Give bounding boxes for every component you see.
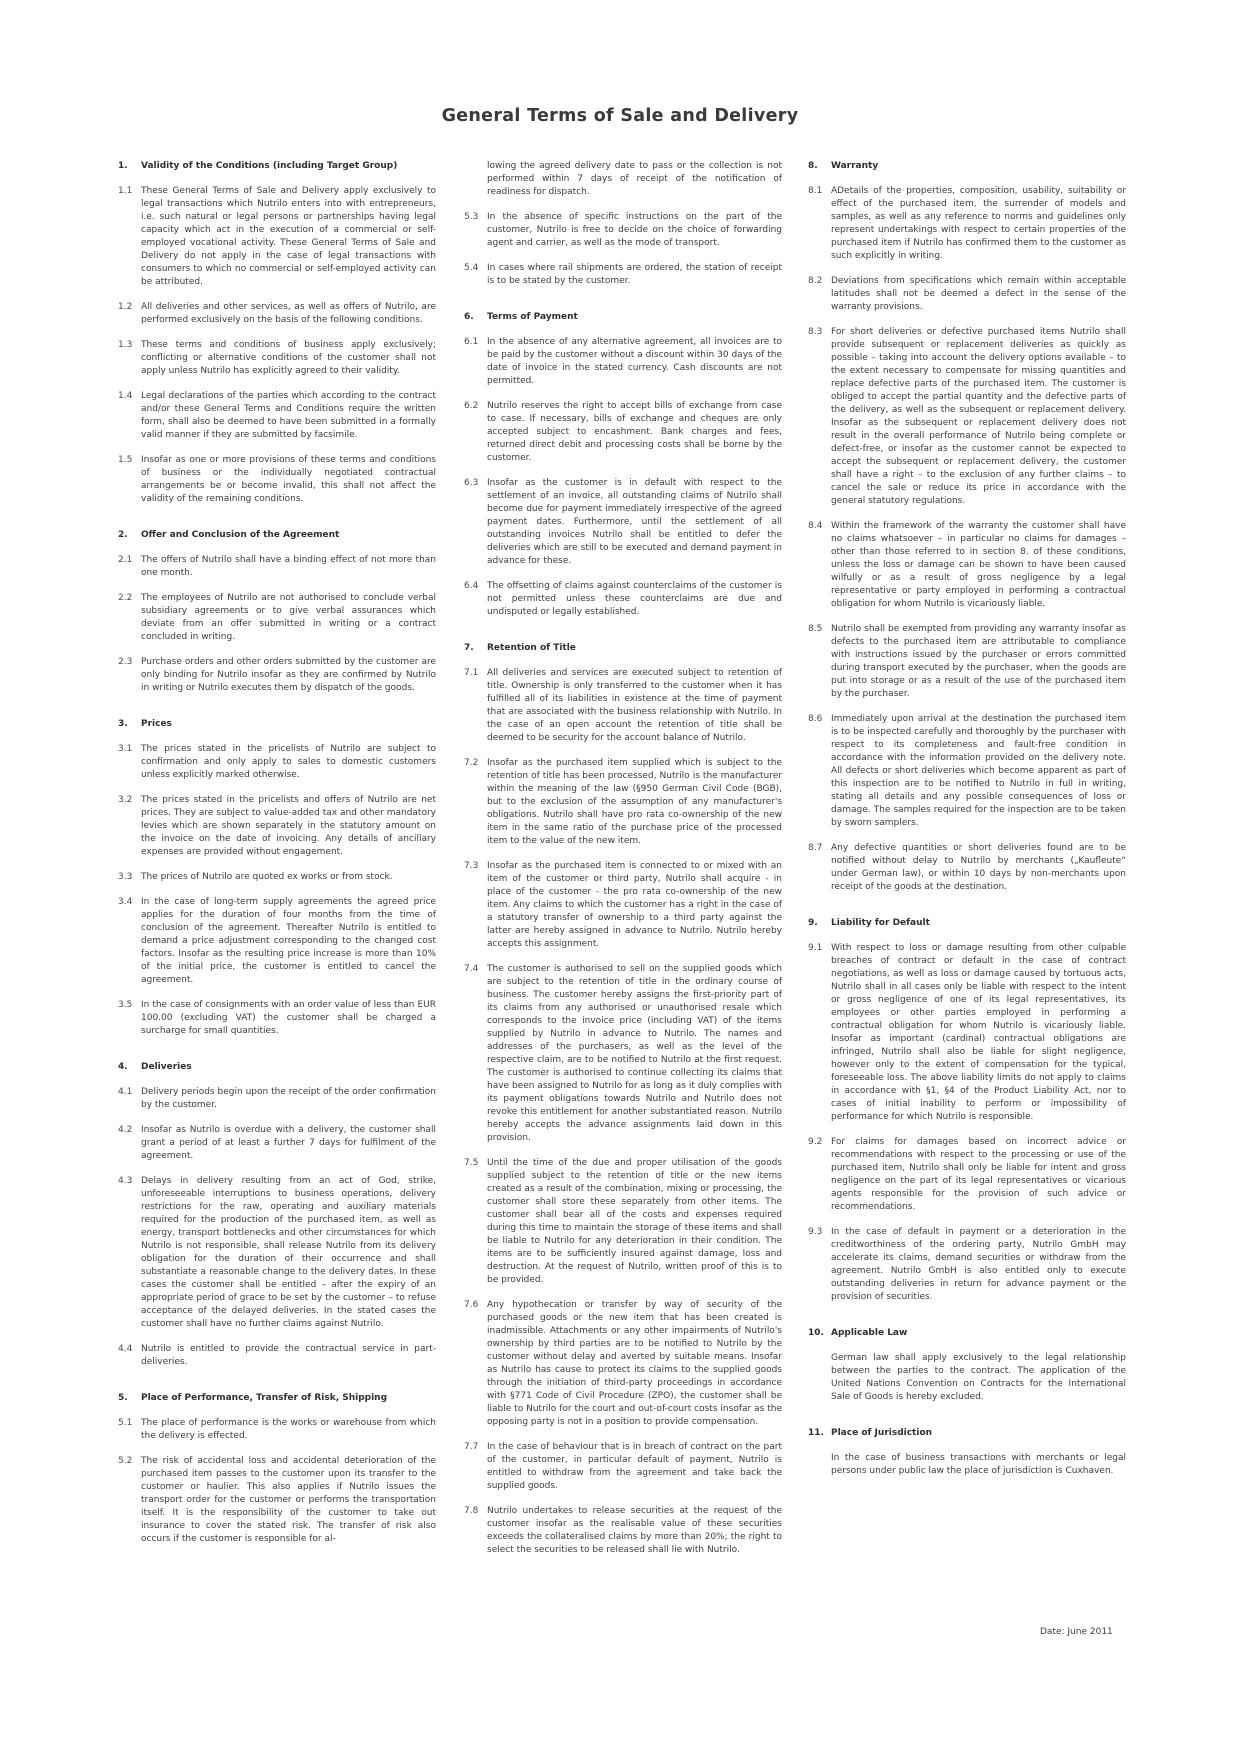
clause-number: 7.1: [464, 668, 479, 678]
column-3: [808, 160, 1126, 1490]
section-number: 10.: [808, 1328, 824, 1338]
clause-number: 9.2: [808, 1137, 823, 1147]
section-heading: [118, 1392, 436, 1405]
section-number: 6.: [464, 312, 474, 322]
clause-text: In the case of consignments with an order value of less than EUR 100.00 (excluding VAT) the customer shall be charged a surcharge for small quantities.: [141, 1000, 436, 1036]
clause-number: 9.1: [808, 943, 823, 953]
section-title: Place of Jurisdiction: [831, 1428, 933, 1438]
clause-number: 3.5: [118, 1000, 133, 1010]
clause-text: The offers of Nutrilo shall have a binding effect of not more than one month.: [141, 555, 436, 578]
clause-text: The prices stated in the pricelists of Nutrilo are subject to confirmation and only apply to sales to domestic customers unless explicitly marked otherwise.: [141, 744, 436, 780]
clause-number: 8.3: [808, 327, 823, 337]
section-spacer: [808, 1316, 1126, 1327]
clause-text: Nutrilo undertakes to release securities at the request of the customer insofar as the realisable value of these securities exceeds the collateralised claims by more than 20%; the right to select the securities to be released shall lie with Nutrilo.: [487, 1506, 782, 1555]
section-number: 7.: [464, 643, 474, 653]
clause-number: 2.2: [118, 593, 133, 603]
clause-text: ADetails of the properties, composition, usability, suitability or effect of the purchased item, the surrender of models and samples, as well as any reference to norms and guidelines only represent undertakings with respect to certain properties of the purchased item if Nutrilo has confirmed them to the customer as such explicitly in writing.: [831, 186, 1126, 261]
section-number: 4.: [118, 1062, 128, 1072]
clause-number: 7.5: [464, 1158, 479, 1168]
clause: [118, 554, 436, 580]
clause-number: 5.3: [464, 212, 479, 222]
clause-number: 2.1: [118, 555, 133, 565]
clause: [118, 1124, 436, 1163]
clause-text: The prices of Nutrilo are quoted ex works or from stock.: [141, 872, 393, 882]
page-title: General Terms of Sale and Delivery: [441, 106, 799, 126]
clause-number: 3.2: [118, 795, 133, 805]
clause: [808, 942, 1126, 1124]
clause: [464, 580, 782, 619]
clause: [808, 623, 1126, 701]
clause-number: 3.1: [118, 744, 133, 754]
section-heading: [118, 1061, 436, 1074]
clause-number: 9.3: [808, 1227, 823, 1237]
clause: [464, 1505, 782, 1557]
clause: [118, 743, 436, 782]
section-number: 8.: [808, 161, 818, 171]
clause-text: In the absence of specific instructions on the part of the customer, Nutrilo is free to decide on the choice of forwarding agent and carrier, as well as the mode of transport.: [487, 212, 782, 248]
section-title: Applicable Law: [831, 1328, 908, 1338]
clause-text: Insofar as the purchased item is connected to or mixed with an item of the customer or third party, Nutrilo shall acquire - in place of the customer - the pro rata co-ownership of the new item. Any claims to which the customer has a right in the case of a statutory transfer of ownership to a third party against the latter are hereby assigned in advance to Nutrilo. Nutrilo hereby accepts this assignment.: [487, 861, 782, 949]
section-number: 11.: [808, 1428, 824, 1438]
clause: [808, 520, 1126, 611]
clause-number: 4.3: [118, 1176, 133, 1186]
clause: [808, 275, 1126, 314]
clause-number: 1.5: [118, 455, 133, 465]
clause: [118, 1343, 436, 1369]
clause-number: 8.2: [808, 276, 823, 286]
clause: [464, 860, 782, 951]
clause-text: In cases where rail shipments are ordered, the station of receipt is to be stated by the customer.: [487, 263, 782, 286]
clause-number: 5.2: [118, 1456, 133, 1466]
clause-text: For claims for damages based on incorrect advice or recommendations with respect to the processing or use of the purchased item, Nutrilo shall only be liable for intent and gross negligence on the part of its legal representatives or vicarious agents responsible for the provision of such advice or recommendations.: [831, 1137, 1126, 1212]
clause-text: All deliveries and other services, as well as offers of Nutrilo, are performed exclusively on the basis of the following conditions.: [141, 302, 436, 325]
document-date: Date: June 2011: [1040, 1627, 1113, 1637]
clause-number: 5.4: [464, 263, 479, 273]
clause: [808, 1452, 1126, 1478]
clause: [464, 1441, 782, 1493]
clause-number: 7.8: [464, 1506, 479, 1516]
clause-number: 4.4: [118, 1344, 133, 1354]
section-number: 5.: [118, 1393, 128, 1403]
section-spacer: [118, 1381, 436, 1392]
clause-number: [808, 1352, 831, 1404]
section-heading: [808, 917, 1126, 930]
column-2: [464, 160, 782, 1569]
section-spacer: [118, 518, 436, 529]
clause: [118, 339, 436, 378]
section-title: Prices: [141, 719, 172, 729]
clause-number: 7.2: [464, 758, 479, 768]
clause: [808, 1352, 1126, 1404]
clause: [118, 1455, 436, 1546]
clause-number: 6.2: [464, 401, 479, 411]
clause-text: The employees of Nutrilo are not authorised to conclude verbal subsidiary agreements or to give verbal assurances which deviate from an offer submitted in writing or a contract concluded in writing.: [141, 593, 436, 642]
clause: [118, 1086, 436, 1112]
section-heading: [808, 160, 1126, 173]
section-title: Retention of Title: [487, 643, 576, 653]
clause-text: The prices stated in the pricelists and offers of Nutrilo are net prices. They are subject to value-added tax and other mandatory levies which are shown separately in the statutory amount on the invoice on the date of invoicing. Any details of ancillary expenses are provided without engagement.: [141, 795, 436, 857]
section-spacer: [808, 1416, 1126, 1427]
clause: [464, 400, 782, 465]
clause-text: Insofar as one or more provisions of these terms and conditions of business or the individually negotiated contractual arrangements be or become invalid, this shall not affect the validity of the remaining conditions.: [141, 455, 436, 504]
section-title: Deliveries: [141, 1062, 192, 1072]
clause: [464, 160, 782, 199]
section-title: Terms of Payment: [487, 312, 578, 322]
clause-text: Any defective quantities or short deliveries found are to be notified without delay to Nutrilo by merchants („Kaufleute“ under German law), or within 10 days by non-merchants upon receipt of the goods at the destination.: [831, 843, 1126, 892]
clause: [118, 185, 436, 289]
section-title: Place of Performance, Transfer of Risk, Shipping: [141, 1393, 388, 1403]
section-spacer: [808, 906, 1126, 917]
clause: [464, 211, 782, 250]
clause: [118, 794, 436, 859]
clause: [118, 454, 436, 506]
clause-text: Nutrilo shall be exempted from providing any warranty insofar as defects to the purchased item are attributable to compliance with instructions issued by the purchaser or errors committed during transport executed by the purchaser, when the goods are put into storage or as a result of the use of the purchased item by the purchaser.: [831, 624, 1126, 699]
clause-text: For short deliveries or defective purchased items Nutrilo shall provide subsequent or replacement deliveries as quickly as possible – taking into account the delivery options available – to the extent necessary to compensate for missing quantities and replace defective parts of the purchased item. The customer is obliged to accept the partial quantity and the defective parts of the delivery, as well as the subsequent or replacement delivery. Insofar as the subsequent or replacement delivery does not result in the overall performance of Nutrilo being complete or defect-free, or insofar as the customer cannot be expected to accept the subsequent or replacement delivery, the customer shall have a right – to the exclusion of any further claims – to cancel the sale or reduce its price in accordance with the general statutory regulations.: [831, 327, 1126, 506]
clause-text: Nutrilo is entitled to provide the contractual service in part-deliveries.: [141, 1344, 436, 1367]
clause-text: Insofar as the purchased item supplied which is subject to the retention of title has been processed, Nutrilo is the manufacturer within the meaning of the law (§950 German Civil Code (BGB), but to the exclusion of the assumption of any manufacturer's obligations. Nutrilo shall have pro rata co-ownership of the new item in the same ratio of the purchase price of the processed item to the value of the new item.: [487, 758, 782, 846]
clause-text: lowing the agreed delivery date to pass or the collection is not performed within 7 days of receipt of the notification of readiness for dispatch.: [487, 161, 782, 197]
clause-text: Nutrilo reserves the right to accept bills of exchange from case to case. If necessary, bills of exchange and cheques are only accepted subject to encashment. Bank charges and fees, returned direct debit and processing costs shall be borne by the customer.: [487, 401, 782, 463]
clause-text: Insofar as Nutrilo is overdue with a delivery, the customer shall grant a period of at least a further 7 days for fulfilment of the agreement.: [141, 1125, 436, 1161]
clause-number: 3.4: [118, 897, 133, 907]
section-heading: [464, 642, 782, 655]
clause-text: With respect to loss or damage resulting from other culpable breaches of contract or default in the case of contract negotiations, as well as loss or damage caused by tortuous acts, Nutrilo shall in all cases only be liable with respect to the intent or gross negligence of one of its legal representatives, its employees or other parties employed in performing a contractual obligation for whom Nutrilo is vicariously liable. Insofar as important (cardinal) contractual obligations are infringed, Nutrilo shall also be liable for slight negligence, however only to the extent of compensation for the typical, foreseeable loss. The above liability limits do not apply to claims in accordance with §1, §4 of the Product Liability Act, nor to cases of initial inability to perform or impossibility of performance for which Nutrilo is responsible.: [831, 943, 1126, 1122]
clause-number: 4.1: [118, 1087, 133, 1097]
section-heading: [118, 718, 436, 731]
clause: [118, 301, 436, 327]
section-title: Liability for Default: [831, 918, 930, 928]
clause: [464, 963, 782, 1145]
clause: [464, 1299, 782, 1429]
clause-text: In the case of behaviour that is in breach of contract on the part of the customer, in particular default of payment, Nutrilo is entitled to withdraw from the agreement and take back the supplied goods.: [487, 1442, 782, 1491]
section-heading: [118, 529, 436, 542]
clause-text: The place of performance is the works or warehouse from which the delivery is effected.: [141, 1418, 436, 1441]
clause-text: In the absence of any alternative agreement, all invoices are to be paid by the customer without a discount within 30 days of the date of invoice in the stated currency. Cash discounts are not permitted.: [487, 337, 782, 386]
clause-number: 1.1: [118, 186, 133, 196]
clause-text: Until the time of the due and proper utilisation of the goods supplied subject to the retention of title or the new items created as a result of the combination, mixing or processing, the customer shall store these separately from other items. The customer shall bear all of the costs and expenses required during this time to maintain the storage of these items and shall be liable to Nutrilo for any deterioration in their condition. The items are to be sufficiently insured against damage, loss and destruction. At the request of Nutrilo, written proof of this is to be provided.: [487, 1158, 782, 1285]
clause: [118, 999, 436, 1038]
section-spacer: [118, 707, 436, 718]
clause-text: Any hypothecation or transfer by way of security of the purchased goods or the new item that has been created is inadmissible. Attachments or any other impairments of Nutrilo's ownership by third parties are to be notified to Nutrilo by the customer without delay and averted by suitable means. Insofar as Nutrilo has cause to protect its claims to the supplied goods through the initiation of third-party proceedings in accordance with §771 Code of Civil Procedure (ZPO), the customer shall be liable to Nutrilo for the court and out-of-court costs insofar as the opposing party is not in a position to provide compensation.: [487, 1300, 782, 1427]
clause-text: Delivery periods begin upon the receipt of the order confirmation by the customer.: [141, 1087, 436, 1110]
clause: [808, 713, 1126, 830]
column-1: [118, 160, 436, 1558]
section-number: 1.: [118, 161, 128, 171]
clause-number: 3.3: [118, 872, 133, 882]
clause-number: 1.2: [118, 302, 133, 312]
clause-text: These General Terms of Sale and Delivery apply exclusively to legal transactions which Nutrilo enters into with entrepreneurs, i.e. such natural or legal persons or partnerships having legal capacity which act in the execution of a commercial or self-employed vocational activity. These General Terms of Sale and Delivery do not apply in the case of legal transactions with consumers to which no commercial or self-employed activity can be attributed.: [141, 186, 436, 287]
clause: [808, 326, 1126, 508]
clause: [464, 336, 782, 388]
clause-number: 6.1: [464, 337, 479, 347]
section-spacer: [118, 1050, 436, 1061]
clause: [118, 1175, 436, 1331]
clause: [808, 185, 1126, 263]
clause-text: In the case of business transactions with merchants or legal persons under public law the place of jurisdiction is Cuxhaven.: [831, 1453, 1126, 1476]
section-title: Offer and Conclusion of the Agreement: [141, 530, 340, 540]
clause-number: 5.1: [118, 1418, 133, 1428]
section-number: 9.: [808, 918, 818, 928]
clause-text: In the case of long-term supply agreements the agreed price applies for the duration of four months from the time of conclusion of the agreement. Thereafter Nutrilo is entitled to demand a price adjustment corresponding to the changed cost factors. Insofar as the resulting price increase is more than 10% of the initial price, the customer is entitled to cancel the agreement.: [141, 897, 436, 985]
clause: [464, 757, 782, 848]
clause-text: Delays in delivery resulting from an act of God, strike, unforeseeable interruptions to business operations, delivery restrictions for the raw, operating and auxiliary materials required for the production of the purchased item, as well as energy, transport bottlenecks and other circumstances for which Nutrilo is not responsible, shall release Nutrilo from its delivery obligation for the duration of their occurrence and shall substantiate a reasonable change to the delivery dates. In these cases the customer shall be entitled – after the expiry of an appropriate period of grace to be set by the customer – to refuse acceptance of the delayed deliveries. In the stated cases the customer shall have no further claims against Nutrilo.: [141, 1176, 436, 1329]
section-heading: [118, 160, 436, 173]
clause-text: The risk of accidental loss and accidental deterioration of the purchased item passes to the customer upon its transfer to the customer or haulier. This also applies if Nutrilo issues the transport order for the customer or performs the transportation itself. It is the responsibility of the customer to take out insurance to cover the stated risk. The transfer of risk also occurs if the customer is responsible for al-: [141, 1456, 436, 1544]
clause-text: Deviations from specifications which remain within acceptable latitudes shall not be deemed a defect in the sense of the warranty provisions.: [831, 276, 1126, 312]
clause: [464, 667, 782, 745]
clause-number: 8.6: [808, 714, 823, 724]
clause-number: 8.4: [808, 521, 823, 531]
clause-text: The customer is authorised to sell on the supplied goods which are subject to the retention of title in the ordinary course of business. The customer hereby assigns the first-priority part of its claims from any authorised or unauthorised resale which corresponds to the invoice price (including VAT) of the items supplied by Nutrilo in advance to Nutrilo. The names and addresses of the purchasers, as well as the level of the respective claim, are to be notified to Nutrilo at the first request. The customer is authorised to continue collecting its claims that have been assigned to Nutrilo for as long as it duly complies with its payment obligations towards Nutrilo and Nutrilo does not revoke this entitlement for another substantiated reason. Nutrilo hereby accepts the advance assignments laid down in this provision.: [487, 964, 782, 1143]
section-heading: [464, 311, 782, 324]
clause-text: Within the framework of the warranty the customer shall have no claims whatsoever – in particular no claims for damages – other than those referred to in section 8. of these conditions, unless the loss or damage can be shown to have been caused wilfully or as a result of gross negligence by a legal representative or party employed in performing a contractual obligation for whom Nutrilo is vicariously liable.: [831, 521, 1126, 609]
clause: [118, 871, 436, 884]
clause-text: Purchase orders and other orders submitted by the customer are only binding for Nutrilo insofar as they are confirmed by Nutrilo in writing or Nutrilo executes them by dispatch of the goods.: [141, 657, 436, 693]
clause-text: These terms and conditions of business apply exclusively; conflicting or alternative conditions of the customer shall not apply unless Nutrilo has explicitly agreed to their validity.: [141, 340, 436, 376]
clause-number: 7.7: [464, 1442, 479, 1452]
clause-number: 4.2: [118, 1125, 133, 1135]
section-number: 2.: [118, 530, 128, 540]
section-heading: [808, 1427, 1126, 1440]
clause: [464, 477, 782, 568]
clause: [464, 262, 782, 288]
clause: [118, 896, 436, 987]
clause-number: 6.4: [464, 581, 479, 591]
clause-number: [808, 1452, 831, 1478]
clause-number: [464, 160, 487, 199]
clause: [118, 390, 436, 442]
clause-number: 7.4: [464, 964, 479, 974]
clause: [118, 1417, 436, 1443]
clause-number: 1.3: [118, 340, 133, 350]
clause-text: All deliveries and services are executed subject to retention of title. Ownership is only transferred to the customer when it has fulfilled all of its liabilities in existence at the time of payment that are associated with the business relationship with Nutrilo. In the case of an open account the retention of title shall be deemed to be security for the account balance of Nutrilo.: [487, 668, 782, 743]
clause-number: 7.3: [464, 861, 479, 871]
clause-text: Insofar as the customer is in default with respect to the settlement of an invoice, all outstanding claims of Nutrilo shall become due for payment immediately irrespective of the agreed payment dates. Furthermore, until the settlement of all outstanding invoices Nutrilo shall be entitled to defer the deliveries which are still to be executed and demand payment in advance for these.: [487, 478, 782, 566]
clause-number: 8.5: [808, 624, 823, 634]
clause: [464, 1157, 782, 1287]
clause: [118, 592, 436, 644]
clause-number: 8.7: [808, 843, 823, 853]
section-heading: [808, 1327, 1126, 1340]
clause: [808, 1136, 1126, 1214]
clause-text: Immediately upon arrival at the destination the purchased item is to be inspected carefully and thoroughly by the purchaser with respect to its completeness and fault-free condition in accordance with the information provided on the delivery note. All defects or short deliveries which become apparent as part of this inspection are to be notified to Nutrilo in full in writing, stating all details and any possible consequences of loss or damage. The samples required for the inspection are to be taken by sworn samplers.: [831, 714, 1126, 828]
clause-text: In the case of default in payment or a deterioration in the creditworthiness of the ordering party, Nutrilo GmbH may accelerate its claims, demand securities or withdraw from the agreement. Nutrilo GmbH is also entitled only to execute outstanding deliveries in return for advance payment or the provision of securities.: [831, 1227, 1126, 1302]
clause-number: 8.1: [808, 186, 823, 196]
clause: [808, 842, 1126, 894]
clause-number: 1.4: [118, 391, 133, 401]
clause-text: Legal declarations of the parties which according to the contract and/or these General Terms and Conditions require the written form, shall also be deemed to have been submitted in a formally valid manner if they are submitted by facsimile.: [141, 391, 436, 440]
clause-text: German law shall apply exclusively to the legal relationship between the parties to the contract. The application of the United Nations Convention on Contracts for the International Sale of Goods is hereby excluded.: [831, 1353, 1126, 1402]
section-spacer: [464, 300, 782, 311]
clause-number: 2.3: [118, 657, 133, 667]
clause: [808, 1226, 1126, 1304]
section-spacer: [464, 631, 782, 642]
section-title: Validity of the Conditions (including Target Group): [141, 161, 398, 171]
section-number: 3.: [118, 719, 128, 729]
clause: [118, 656, 436, 695]
section-title: Warranty: [831, 161, 879, 171]
clause-number: 6.3: [464, 478, 479, 488]
clause-text: The offsetting of claims against counterclaims of the customer is not permitted unless these counterclaims are due and undisputed or legally established.: [487, 581, 782, 617]
clause-number: 7.6: [464, 1300, 479, 1310]
